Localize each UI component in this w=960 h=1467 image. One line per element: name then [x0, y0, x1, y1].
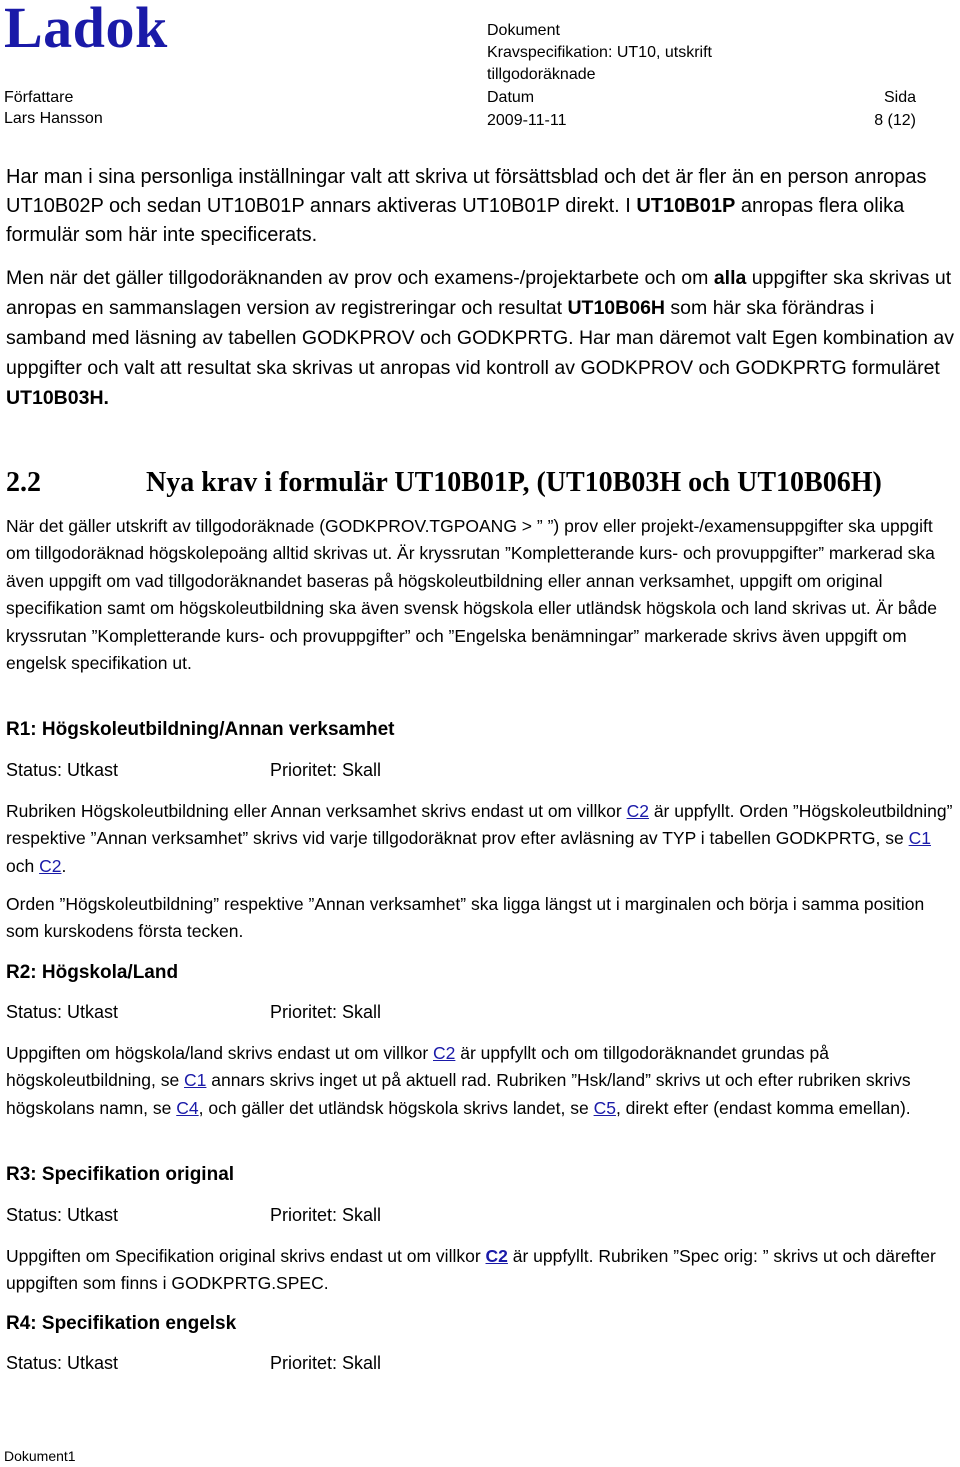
- section-number: 2.2: [6, 467, 41, 498]
- r4-status: Status: Utkast: [6, 1353, 119, 1373]
- date-value: 2009-11-11: [487, 112, 567, 129]
- section-title: Nya krav i formulär UT10B01P, (UT10B03H och UT10B06H): [146, 467, 882, 498]
- ladok-logo: Ladok: [4, 0, 168, 60]
- page-label: Sida: [883, 89, 916, 106]
- requirement-r2-heading: R2: Högskola/Land: [6, 962, 179, 983]
- r2-paragraph: Uppgiften om högskola/land skrivs endast ut om villkor C2 är uppfyllt och om tillgodoräknandet grundas på högskoleutbildning, se C1 annars skrivs inget ut på aktuell rad. Rubriken ”Hsk/land” skrivs ut och efter rubriken skrivs högskolans namn, se C4, och gäller det utländsk högskola skrivs landet, se C5, direkt efter (endast komma emellan).: [6, 1043, 911, 1118]
- r1-status: Status: Utkast: [6, 760, 119, 780]
- page-number: 8 (12): [874, 112, 916, 129]
- doc-label: Dokument: [487, 22, 560, 39]
- requirement-r1-heading: R1: Högskoleutbildning/Annan verksamhet: [6, 719, 395, 740]
- intro-paragraph-2: Men när det gäller tillgodoräknanden av prov och examens-/projektarbete och om alla uppgifter ska skrivas ut anropas en sammanslagen version av registreringar och resultat UT10B06H som här ska förändras i samband med läsning av tabellen GODKPROV och GODKPRTG. Har man däremot valt Egen kombination av uppgifter och valt att resultat ska skrivas ut anropas vid kontroll av GODKPROV och GODKPRTG formuläret UT10B03H.: [6, 267, 954, 409]
- link-c1[interactable]: C1: [184, 1070, 207, 1091]
- r2-status: Status: Utkast: [6, 1002, 119, 1022]
- author-name: Lars Hansson: [4, 110, 103, 127]
- date-label: Datum: [487, 89, 535, 106]
- r1-priority: Prioritet: Skall: [270, 760, 382, 780]
- link-c2[interactable]: C2: [626, 801, 649, 821]
- r3-priority: Prioritet: Skall: [270, 1205, 382, 1225]
- link-c2[interactable]: C2: [39, 855, 62, 876]
- doc-title-line2: tillgodoräknade: [487, 66, 596, 83]
- requirement-r4-heading: R4: Specifikation engelsk: [6, 1313, 237, 1334]
- requirement-r3-heading: R3: Specifikation original: [6, 1164, 235, 1185]
- link-c2[interactable]: C2: [433, 1043, 456, 1063]
- link-c1[interactable]: C1: [908, 828, 931, 849]
- footer-doc-name: Dokument1: [4, 1448, 76, 1464]
- r2-priority: Prioritet: Skall: [270, 1002, 382, 1022]
- r3-status: Status: Utkast: [6, 1205, 119, 1225]
- section-body: När det gäller utskrift av tillgodoräknade (GODKPROV.TGPOANG > ” ”) prov eller projekt-/examensuppgifter ska uppgift om tillgodoräknad högskolepoäng alltid skrivas ut. Är kryssrutan ”Kompletterande kurs- och provuppgifter” markerad ska även uppgift om vad tillgodoräknandet baseras på högskoleutbildning eller annan verksamhet, uppgift om original specifikation samt om högskoleutbildning ska även svensk högskola eller utländsk högskola och land skrivas ut. Är både kryssrutan ”Kompletterande kurs- och provuppgifter” och ”Engelska benämningar” markerade skrivs även uppgift om engelsk specifikation ut.: [6, 516, 937, 674]
- author-label: Författare: [4, 89, 74, 106]
- link-c5[interactable]: C5: [593, 1097, 616, 1118]
- r3-paragraph: Uppgiften om Specifikation original skrivs endast ut om villkor C2 är uppfyllt. Rubriken ”Spec orig: ” skrivs ut och därefter uppgiften som finns i GODKPRTG.SPEC.: [6, 1246, 936, 1294]
- link-c2[interactable]: C2: [485, 1246, 508, 1266]
- intro-paragraph-1: Har man i sina personliga inställningar valt att skriva ut försättsblad och det är fler än en person anropas UT10B02P och sedan UT10B01P annars aktiveras UT10B01P direkt. I UT10B01P anropas flera olika formulär som här inte specificerats.: [6, 166, 927, 246]
- section-heading: [6, 467, 882, 499]
- link-c4[interactable]: C4: [176, 1097, 199, 1118]
- r4-priority: Prioritet: Skall: [270, 1353, 382, 1373]
- doc-title-line1: Kravspecifikation: UT10, utskrift: [487, 44, 712, 61]
- r1-paragraph-2: Orden ”Högskoleutbildning” respektive ”Annan verksamhet” ska ligga längst ut i marginalen och börja i samma position som kurskodens första tecken.: [6, 894, 925, 942]
- r1-paragraph-1: Rubriken Högskoleutbildning eller Annan verksamhet skrivs endast ut om villkor C2 är uppfyllt. Orden ”Högskoleutbildning” respektive ”Annan verksamhet” skrivs vid varje tillgodoräknat prov efter avläsning av TYP i tabellen GODKPRTG, se C1 och C2.: [6, 801, 953, 876]
